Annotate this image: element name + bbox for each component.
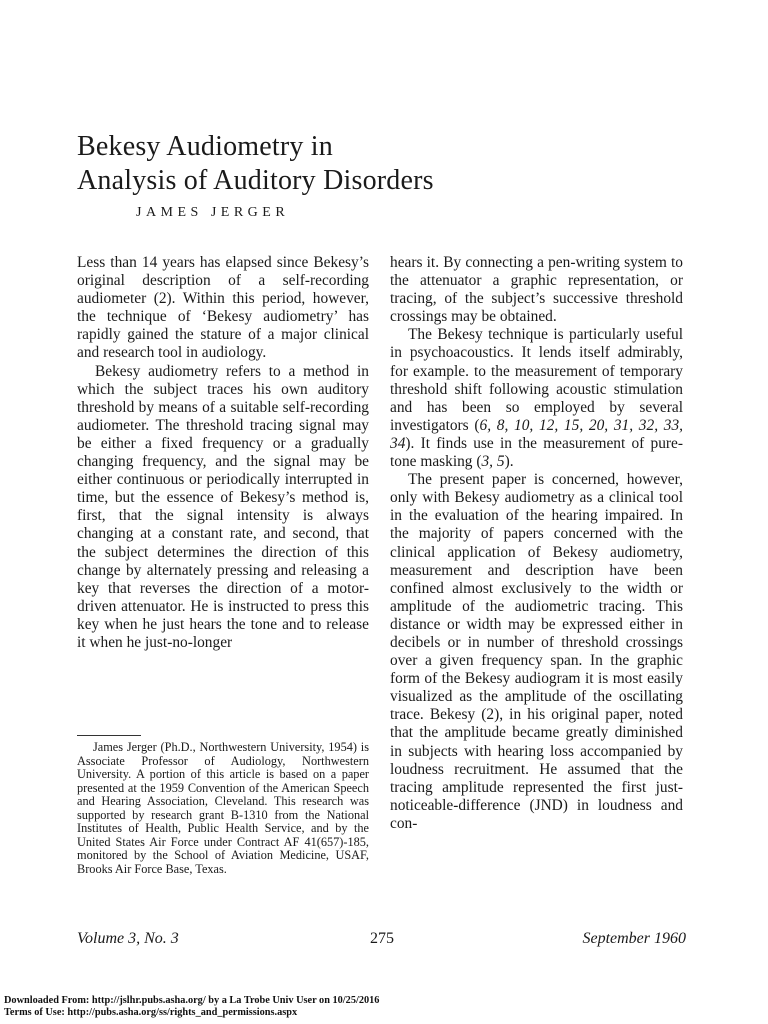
right-paragraph-1: hears it. By connecting a pen-writing system to the attenuator a graphic representation, or tracing, of the subject’s successive threshold crossings may be obtained. xyxy=(390,254,683,326)
footer-date: September 1960 xyxy=(582,930,686,947)
article-title-line-1: Bekesy Audiometry in xyxy=(77,131,333,162)
left-column xyxy=(77,254,369,652)
left-paragraph-1: Less than 14 years has elapsed since Bekesy’s original description of a self-recording audiometer (2). Within this period, however, the technique of ‘Bekesy audiometry’ has rapidly gained the stature of a major clinical and research tool in audiology. xyxy=(77,254,369,362)
citation-refs-1: 6, 8, 10, 12, 15, 20, 31, 32, 33, 34 xyxy=(390,416,683,452)
right-paragraph-2-end: ). xyxy=(504,453,514,471)
article-title-line-2: Analysis of Auditory Disorders xyxy=(77,165,434,196)
right-paragraph-3: The present paper is concerned, however, only with Bekesy audiometry as a clinical tool in the evaluation of the hearing impaired. In the majority of papers concerned with the clinical application of Bekesy audiometry, measurement and description have been confined almost exclusively to the width or amplitude of the audiometric tracing. This distance or width may be expressed either in decibels or in number of threshold crossings over a given frequency span. In the graphic form of the Bekesy audiogram it is most easily visualized as the amplitude of the oscillating trace. Bekesy (2), in his original paper, noted that the amplitude became greatly diminished in subjects with hearing loss accompanied by loudness recruitment. He assumed that the tracing amplitude represented the first just-noticeable-difference (JND) in loudness and con- xyxy=(390,471,683,832)
article-title xyxy=(77,130,434,198)
author-footnote: James Jerger (Ph.D., Northwestern University, 1954) is Associate Professor of Audiology, Northwestern University. A portion of this article is based on a paper presented at the 1959 Convention of the American Speech and Hearing Association, Cleveland. This research was supported by research grant B-1310 from the National Institutes of Health, Public Health Service, and by the United States Air Force under Contract AF 41(657)-185, monitored by the School of Aviation Medicine, USAF, Brooks Air Force Base, Texas. xyxy=(77,740,369,876)
citation-refs-2: 3, 5 xyxy=(481,453,505,471)
footer-volume: Volume 3, No. 3 xyxy=(77,930,179,947)
right-column xyxy=(390,254,683,833)
right-paragraph-2-mid: ). It finds use in the measurement of pure-tone masking ( xyxy=(390,434,683,471)
article-author: JAMES JERGER xyxy=(136,205,290,220)
download-notice-line-1: Downloaded From: http://jslhr.pubs.asha.org/ by a La Trobe Univ User on 10/25/2016 xyxy=(4,995,380,1006)
footnote-divider xyxy=(77,735,141,736)
left-paragraph-2: Bekesy audiometry refers to a method in which the subject traces his own auditory threshold by means of a suitable self-recording audiometer. The threshold tracing signal may be either a fixed frequency or a gradually changing frequency, and the signal may be either continuous or periodically interrupted in time, but the essence of Bekesy’s method is, first, that the signal intensity is always changing at a constant rate, and second, that the subject determines the direction of this change by alternately pressing and releasing a key that reverses the direction of a motor-driven attenuator. He is instructed to press this key when he just hears the tone and to release it when he just-no-longer xyxy=(77,362,369,651)
right-paragraph-2 xyxy=(390,326,683,471)
download-notice-line-2: Terms of Use: http://pubs.asha.org/ss/rights_and_permissions.aspx xyxy=(4,1007,298,1018)
download-notice xyxy=(4,995,379,1019)
footer-page-number: 275 xyxy=(370,930,394,947)
right-paragraph-2-start: The Bekesy technique is particularly useful in psychoacoustics. It lends itself admirably, for example. to the measurement of temporary threshold shift following acoustic stimulation and has been so employed by several investigators ( xyxy=(390,326,683,434)
